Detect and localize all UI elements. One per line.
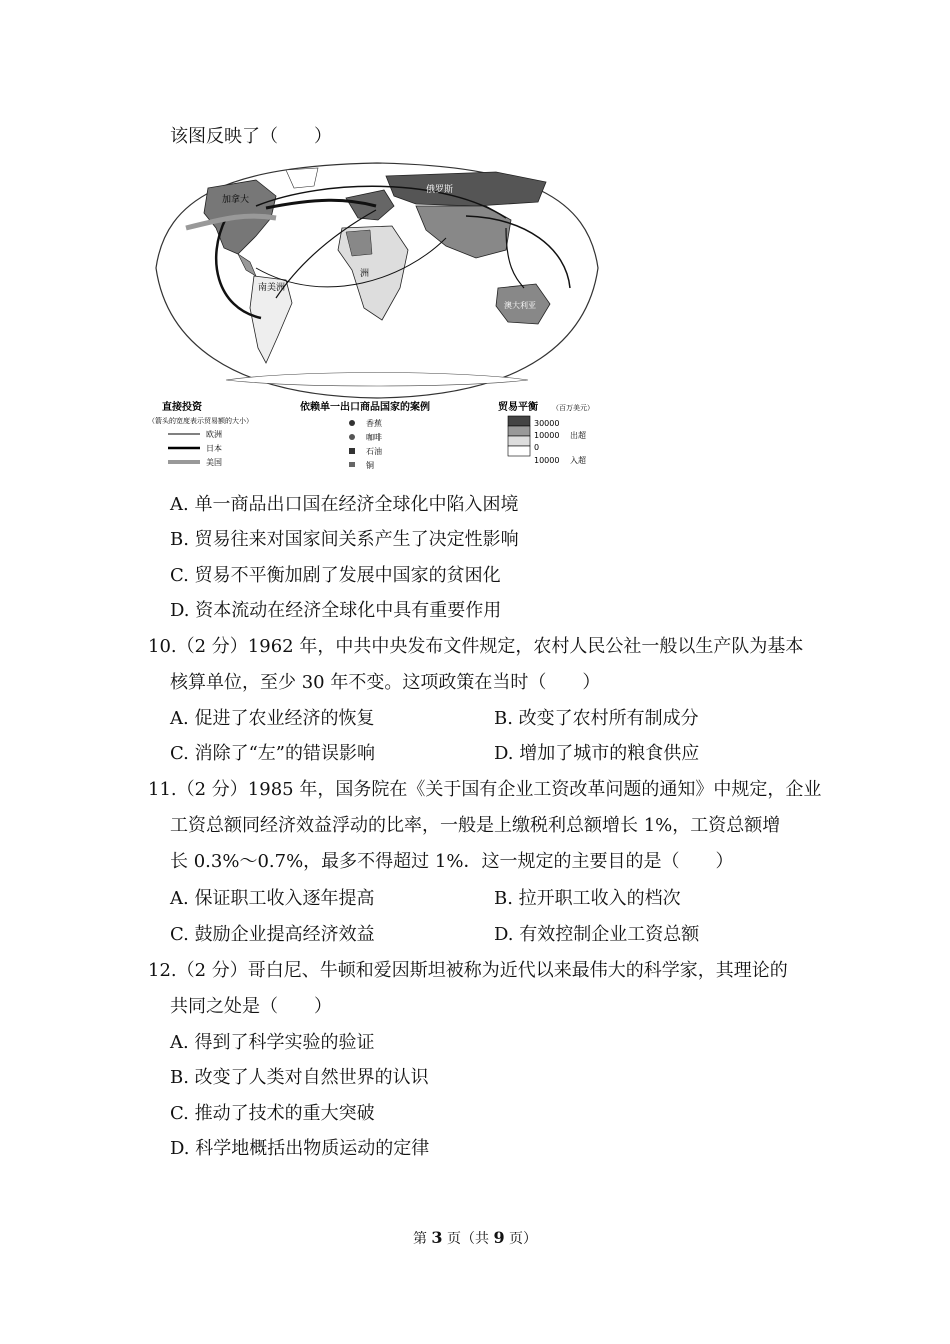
label-south-america: 南美洲 — [258, 283, 286, 293]
footer-mid: 页（共 — [447, 1231, 489, 1247]
swatch-0 — [508, 436, 530, 446]
swatch-10000-surplus — [508, 426, 530, 436]
q10-option-d[interactable]: D. 增加了城市的粮食供应 — [494, 743, 700, 764]
q9-option-d[interactable]: D. 资本流动在经济全球化中具有重要作用 — [170, 600, 502, 621]
q12-option-c[interactable]: C. 推动了技术的重大突破 — [170, 1103, 375, 1124]
legend-investment-note: （箭头的宽度表示贸易额的大小） — [148, 417, 253, 425]
legend-0: 0 — [534, 443, 540, 452]
page-footer — [0, 1228, 950, 1249]
swatch-10000-deficit — [508, 446, 530, 456]
legend-europe: 欧洲 — [206, 430, 222, 439]
legend-japan: 日本 — [206, 444, 222, 453]
q12-stem-line-2: 共同之处是（ ） — [170, 996, 332, 1017]
q11-stem-line-1: 11.（2 分）1985 年，国务院在《关于国有企业工资改革问题的通知》中规定，企业 — [148, 779, 822, 800]
legend-30000: 30000 — [534, 419, 560, 428]
q9-option-c[interactable]: C. 贸易不平衡加剧了发展中国家的贫困化 — [170, 565, 501, 586]
label-africa: 洲 — [360, 269, 370, 279]
legend-trade-title: 贸易平衡 — [498, 402, 538, 413]
legend-oil: 石油 — [366, 447, 382, 456]
legend-investment-title: 直接投资 — [162, 402, 202, 413]
question-9-intro: 该图反映了（ ） — [170, 126, 332, 147]
legend-trade-unit: （百万美元） — [552, 404, 594, 412]
oil-icon — [349, 448, 355, 454]
footer-total-pages: 9 — [493, 1228, 505, 1247]
q10-stem-line-1: 10.（2 分）1962 年，中共中央发布文件规定，农村人民公社一般以生产队为基本 — [148, 636, 804, 657]
swatch-30000 — [508, 416, 530, 426]
q12-option-b[interactable]: B. 改变了人类对自然世界的认识 — [170, 1067, 429, 1088]
legend-deficit: 入超 — [570, 456, 586, 465]
footer-post: 页） — [509, 1231, 538, 1247]
copper-icon — [349, 462, 355, 467]
world-trade-map-figure — [146, 158, 608, 474]
legend-10000a: 10000 — [534, 431, 560, 440]
q12-option-d[interactable]: D. 科学地概括出物质运动的定律 — [170, 1138, 430, 1159]
footer-page-number: 3 — [431, 1228, 443, 1247]
q12-option-a[interactable]: A. 得到了科学实验的验证 — [170, 1032, 375, 1053]
q11-option-c[interactable]: C. 鼓励企业提高经济效益 — [170, 924, 375, 945]
q11-stem-line-2: 工资总额同经济效益浮动的比率，一般是上缴税利总额增长 1%，工资总额增 — [170, 815, 781, 836]
legend-surplus: 出超 — [570, 431, 586, 440]
q10-option-b[interactable]: B. 改变了农村所有制成分 — [494, 708, 699, 729]
q10-option-a[interactable]: A. 促进了农业经济的恢复 — [170, 708, 375, 729]
label-australia: 澳大利亚 — [504, 301, 536, 310]
label-russia: 俄罗斯 — [426, 185, 454, 195]
q12-stem-line-1: 12.（2 分）哥白尼、牛顿和爱因斯坦被称为近代以来最伟大的科学家，其理论的 — [148, 960, 788, 981]
legend-10000b: 10000 — [534, 456, 560, 465]
legend-coffee: 咖啡 — [366, 433, 382, 442]
q11-option-d[interactable]: D. 有效控制企业工资总额 — [494, 924, 700, 945]
coffee-icon — [349, 434, 355, 440]
q9-option-a[interactable]: A. 单一商品出口国在经济全球化中陷入困境 — [170, 494, 519, 515]
q10-option-c[interactable]: C. 消除了“左”的错误影响 — [170, 743, 375, 764]
q11-option-a[interactable]: A. 保证职工收入逐年提高 — [170, 888, 375, 909]
q9-option-b[interactable]: B. 贸易往来对国家间关系产生了决定性影响 — [170, 529, 519, 550]
footer-pre: 第 — [412, 1231, 427, 1247]
banana-icon — [349, 420, 355, 426]
legend-usa: 美国 — [206, 458, 222, 467]
legend-copper: 铜 — [366, 461, 374, 470]
legend-banana: 香蕉 — [366, 419, 382, 428]
legend-single-title: 依赖单一出口商品国家的案例 — [300, 402, 430, 413]
q11-option-b[interactable]: B. 拉开职工收入的档次 — [494, 888, 681, 909]
legend-single-export — [299, 400, 430, 470]
legend-trade-balance — [498, 400, 594, 465]
label-canada: 加拿大 — [222, 195, 250, 205]
legend-direct-investment — [148, 400, 253, 467]
q11-stem-line-3: 长 0.3%～0.7%，最多不得超过 1%．这一规定的主要目的是（ ） — [170, 851, 734, 872]
q10-stem-line-2: 核算单位，至少 30 年不变。这项政策在当时（ ） — [170, 672, 601, 693]
